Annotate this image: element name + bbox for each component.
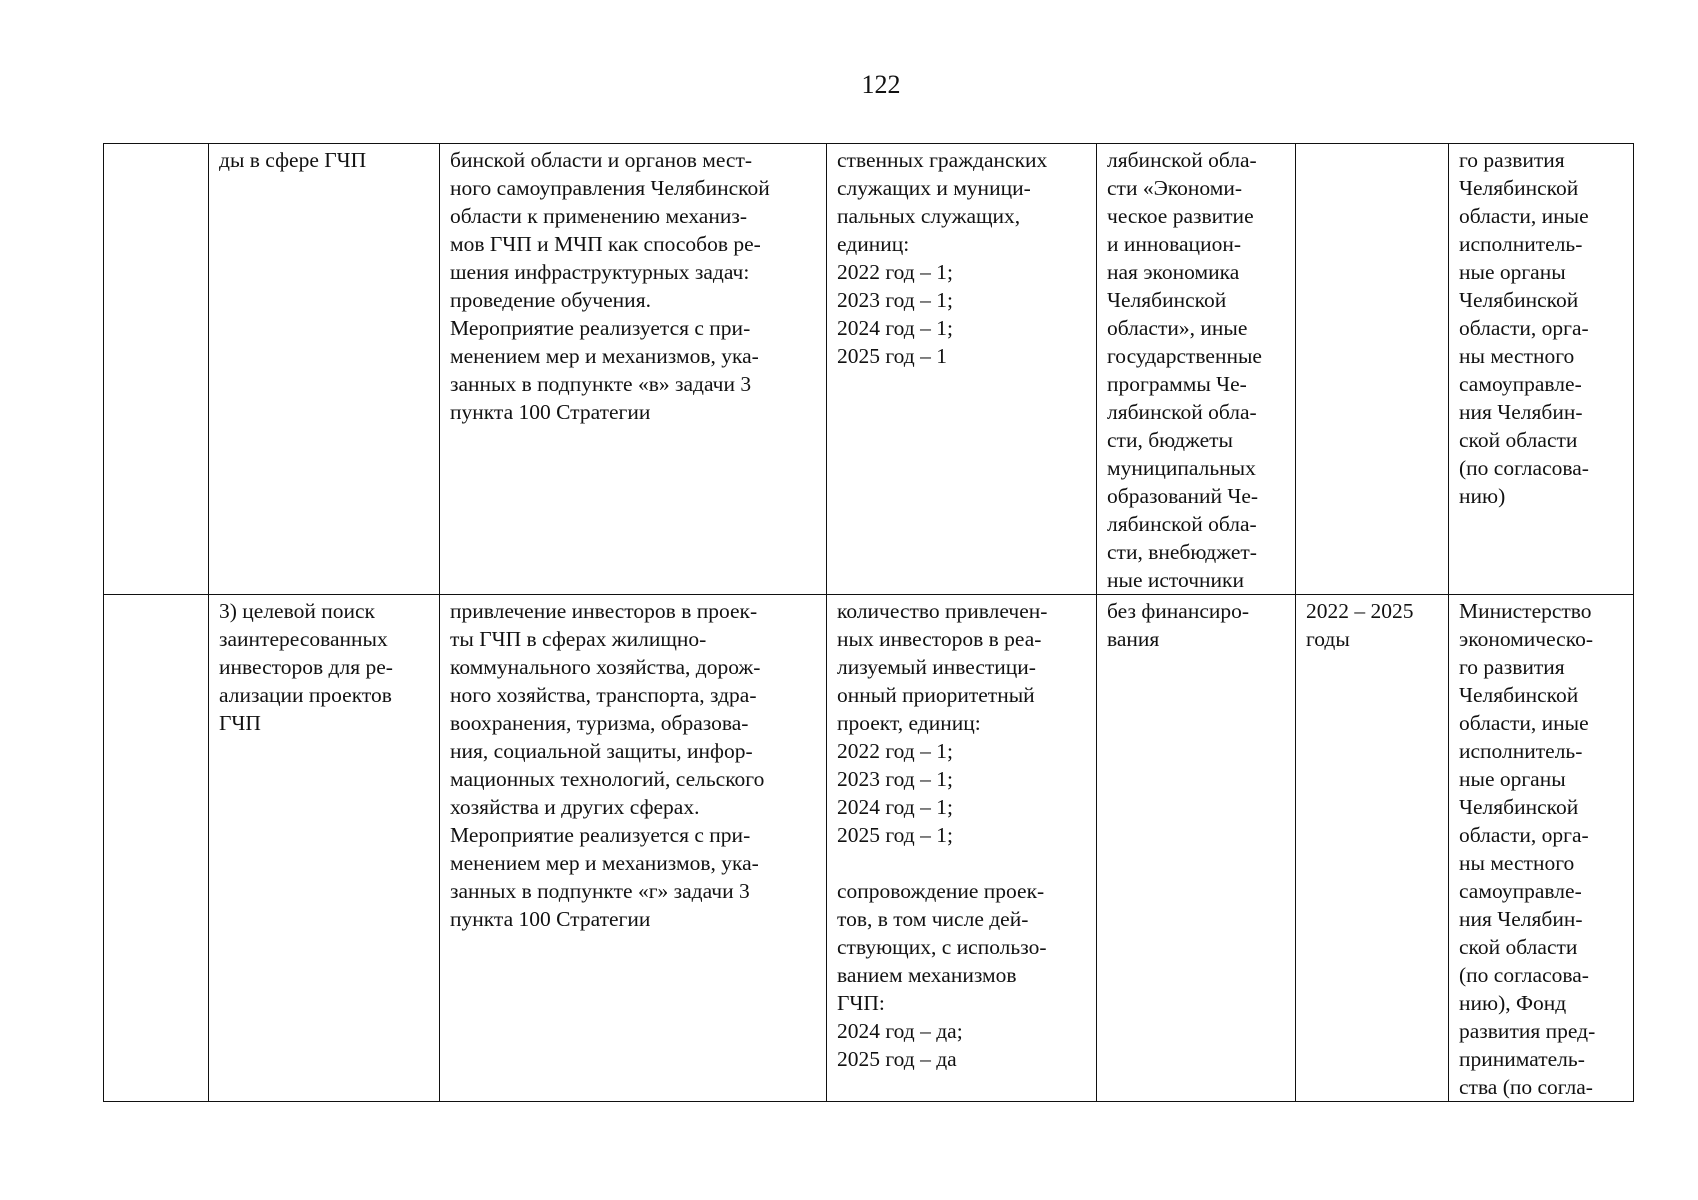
table-cell-description	[440, 144, 827, 595]
cell-text: привлечение инвесторов в проек- ты ГЧП в сферах жилищно- коммунального хозяйства, дорож- ного хозяйства, транспорта, здра- воохранения, туризма, образова- ния, социальной защиты, инфор- мационных технологий, сельского хозяйства и других сферах. Мероприятие реализуется с при- менением мер и механизмов, ука- занных в подпункте «г» задачи 3 пункта 100 Стратегии	[450, 599, 765, 931]
table-cell-description	[440, 595, 827, 1102]
table-cell-indicator	[827, 595, 1097, 1102]
cell-text: го развития Челябинской области, иные исполнитель- ные органы Челябинской области, орга- ны местного самоуправле- ния Челябин- ской области (по согласова- нию)	[1459, 148, 1589, 508]
table-cell-measure	[209, 595, 440, 1102]
cell-text: ственных гражданских служащих и муници- пальных служащих, единиц: 2022 год – 1; 2023 год – 1; 2024 год – 1; 2025 год – 1	[837, 148, 1048, 368]
cell-text: количество привлечен- ных инвесторов в реа- лизуемый инвестици- онный приоритетный проект, единиц: 2022 год – 1; 2023 год – 1; 2024 год – 1; 2025 год – 1; сопровождение проек- тов, в том числе дей- ствующих, с использо- ванием механизмов ГЧП: 2024 год – да; 2025 год – да	[837, 599, 1048, 1071]
table-cell-funding	[1097, 595, 1296, 1102]
table-cell-measure	[209, 144, 440, 595]
table-row	[104, 595, 1634, 1102]
cell-text: 3) целевой поиск заинтересованных инвесторов для ре- ализации проектов ГЧП	[219, 599, 393, 735]
page-number: 122	[861, 70, 901, 99]
table-cell-funding	[1097, 144, 1296, 595]
cell-text: Министерство экономическо- го развития Челябинской области, иные исполнитель- ные органы Челябинской области, орга- ны местного самоуправле- ния Челябин- ской области (по согласова- нию), Фонд развития пред- приниматель- ства (по согла-	[1459, 599, 1596, 1099]
table-row	[104, 144, 1634, 595]
table-cell-responsible	[1449, 595, 1634, 1102]
table-cell-number	[104, 144, 209, 595]
table-cell-period	[1296, 144, 1449, 595]
cell-text: 2022 – 2025 годы	[1306, 599, 1414, 651]
table-cell-indicator	[827, 144, 1097, 595]
cell-text: бинской области и органов мест- ного самоуправления Челябинской области к применению механиз- мов ГЧП и МЧП как способов ре- шения инфраструктурных задач: проведение обучения. Мероприятие реализуется с при- менением мер и механизмов, ука- занных в подпункте «в» задачи 3 пункта 100 Стратегии	[450, 148, 770, 424]
measures-table	[103, 143, 1634, 1102]
table-cell-period	[1296, 595, 1449, 1102]
table-cell-responsible	[1449, 144, 1634, 595]
cell-text: ды в сфере ГЧП	[219, 148, 367, 172]
cell-text: без финансиро- вания	[1107, 599, 1250, 651]
table-cell-number	[104, 595, 209, 1102]
cell-text: лябинской обла- сти «Экономи- ческое развитие и инновацион- ная экономика Челябинской области», иные государственные программы Че- лябинской обла- сти, бюджеты муниципальных образований Че- лябинской обла- сти, внебюджет- ные источники	[1107, 148, 1262, 592]
